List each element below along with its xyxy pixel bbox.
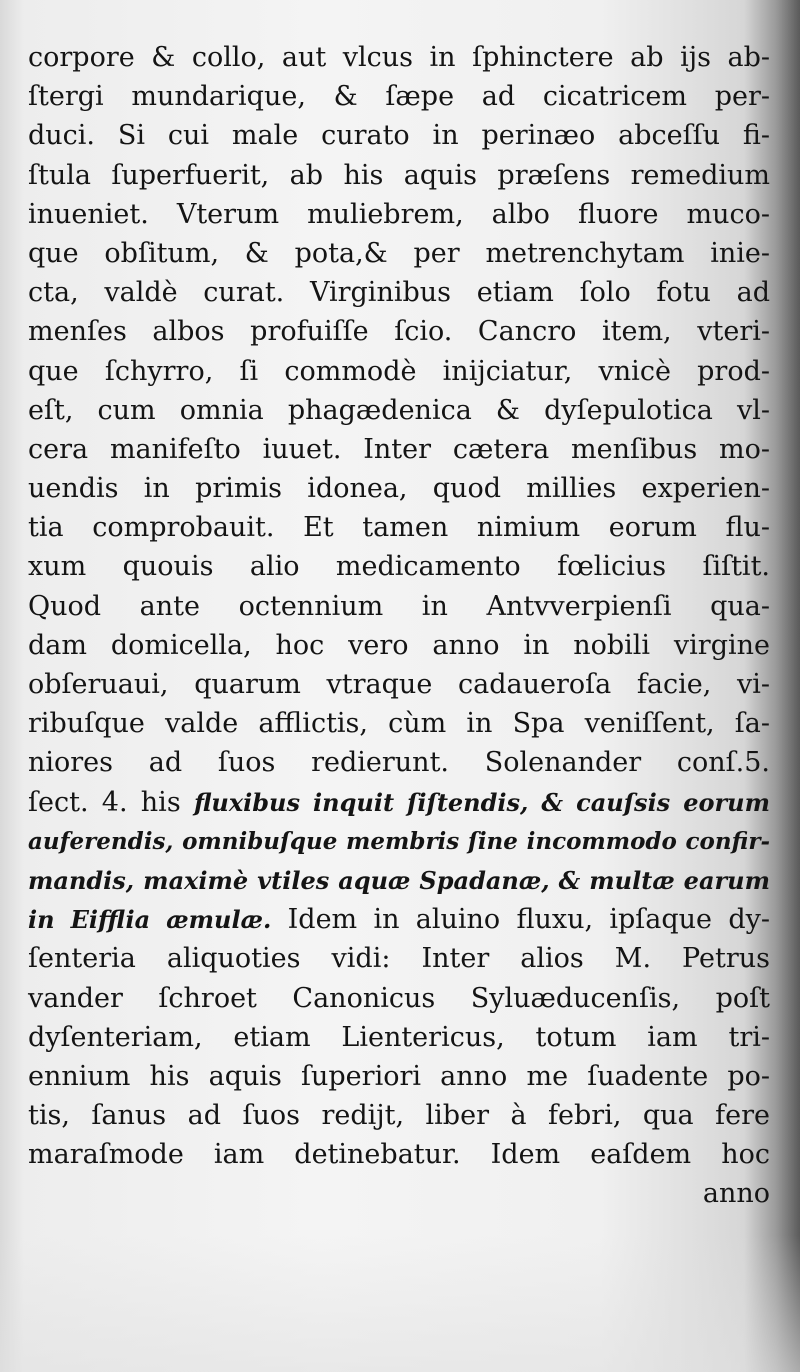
text-line: que ſchyrro, ſi commodè inijciatur, vnicè prod- (28, 355, 770, 387)
text-line: cta, valdè curat. Virginibus etiam ſolo fotu ad (28, 277, 770, 309)
text-line: tia comprobauit. Et tamen nimium eorum flu- (28, 512, 770, 544)
text-line: Quod ante octennium in Antvverpienſi qua- (28, 590, 770, 622)
text-line: cera manifeſto iuuet. Inter cætera menſibus mo- (28, 433, 770, 465)
catchword: anno (702, 1178, 770, 1210)
text-line-mixed (28, 900, 770, 939)
text-line: corpore & collo, aut vlcus in ſphinctere ab ijs ab- (28, 42, 770, 73)
text-line: dam domicella, hoc vero anno in nobili virgine (28, 629, 770, 661)
text-line: xum quouis alio medicamento fœlicius ſiſtit. (28, 551, 770, 583)
text-line: obſeruaui, quarum vtraque cadaueroſa facie, vi- (28, 669, 770, 700)
page-text (28, 38, 770, 1214)
text-line: maraſmode iam detinebatur. Idem eaſdem hoc (28, 1139, 770, 1171)
text-line: menſes albos profuiſſe ſcio. Cancro item, vteri- (28, 316, 770, 348)
italic-run: fluxibus inquit ſiſtendis, & cauſsis eorum (193, 787, 770, 817)
text-line: ſenteria aliquoties vidi: Inter alios M. Petrus (28, 943, 770, 975)
text-line: que obſitum, & pota,& per metrenchytam inie- (28, 237, 770, 269)
text-line: ſtergi mundarique, & ſæpe ad cicatricem per- (28, 81, 770, 113)
text-line: inueniet. Vterum muliebrem, albo fluore muco- (28, 198, 770, 230)
text-line-mixed (28, 783, 770, 822)
text-line: ſtula ſuperfuerit, ab his aquis præſens remedium (28, 159, 770, 191)
text-line: uendis in primis idonea, quod millies experien- (28, 473, 770, 505)
text-line-italic: auferendis, omnibuſque membris ſine incommodo confir- (28, 827, 770, 855)
text-run: ſect. 4. his (28, 786, 194, 818)
text-line: eſt, cum omnia phagædenica & dyſepulotica vl- (28, 394, 770, 426)
text-line: duci. Si cui male curato in perinæo abceſſu fi- (28, 120, 770, 152)
text-line: niores ad ſuos redierunt. Solenander conſ.5. (28, 747, 770, 779)
text-line-italic: mandis, maximè vtiles aquæ Spadanæ, & multæ earum (28, 865, 770, 895)
text-line: dyſenteriam, etiam Lientericus, totum iam tri- (28, 1021, 770, 1053)
text-line: tis, ſanus ad ſuos redijt, liber à febri, qua fere (28, 1100, 770, 1132)
text-run: Idem in aluino fluxu, ipſaque dy- (271, 904, 770, 936)
text-line: ennium his aquis ſuperiori anno me ſuadente po- (28, 1060, 770, 1092)
text-line: vander ſchroet Canonicus Syluæducenſis, poſt (28, 982, 770, 1014)
text-line: ribuſque valde afflictis, cùm in Spa veniſſent, ſa- (28, 708, 770, 740)
italic-run: in Eifflia æmulæ. (28, 905, 272, 935)
